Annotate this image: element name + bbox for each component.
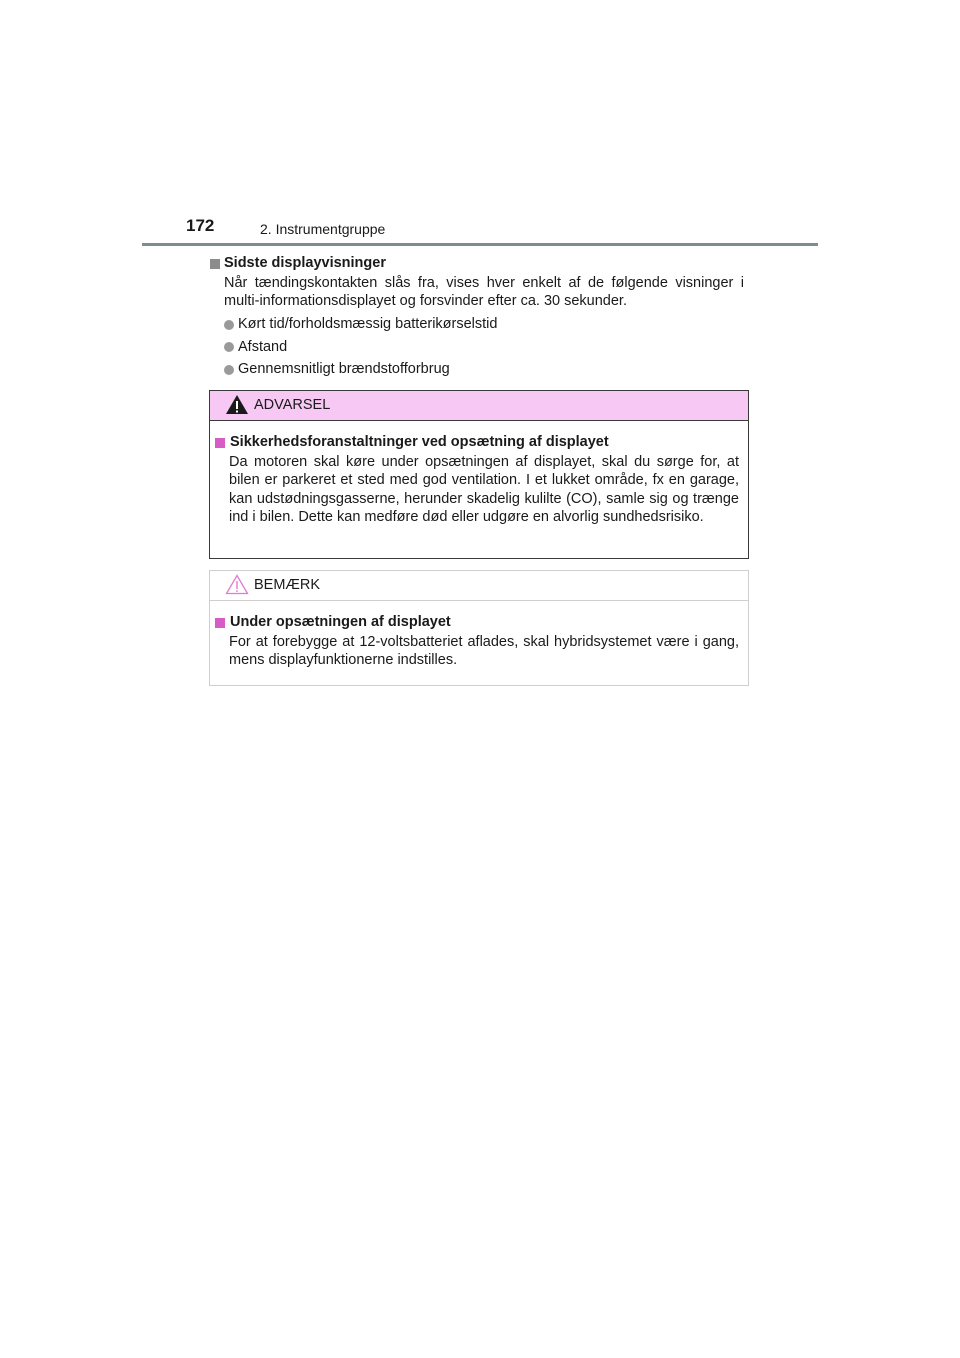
round-bullet-icon <box>224 365 234 375</box>
notice-text: For at forebygge at 12-voltsbatteriet aflades, skal hybridsystemet være i gang, mens displayfunktionerne indstilles. <box>229 634 739 669</box>
list-item <box>224 361 750 378</box>
section-intro: Når tændingskontakten slås fra, vises hver enkelt af de følgende visninger i multi-informationsdisplayet og forsvinder efter ca. 30 sekunder. <box>224 275 744 309</box>
notice-body <box>210 601 748 670</box>
section-last-display-views <box>210 254 750 384</box>
notice-heading-text: Under opsætningen af displayet <box>230 614 451 630</box>
chapter-title: 2. Instrumentgruppe <box>260 221 386 237</box>
list-item-text: Afstand <box>238 338 288 355</box>
notice-heading <box>215 613 738 632</box>
warning-header <box>210 391 748 421</box>
section-heading <box>210 254 750 273</box>
round-bullet-icon <box>224 342 234 352</box>
caution-outline-triangle-icon <box>225 574 249 595</box>
warning-title: ADVARSEL <box>254 397 331 413</box>
list-item <box>224 339 750 356</box>
round-bullet-icon <box>224 320 234 330</box>
warning-text: Da motoren skal køre under opsætningen af displayet, skal du sørge for, at bilen er parkeret et sted med god ventilation. I et lukket område, fx en garage, kan udstødningsgasserne, herunder skadelig kulilte (CO), samle sig og trænge ind i bilen. Dette kan medføre død eller udgøre en alvorlig sundhedsrisiko. <box>229 454 739 525</box>
warning-triangle-icon <box>225 394 249 415</box>
list-item <box>224 316 750 333</box>
header-rule <box>142 243 818 246</box>
pink-square-bullet-icon <box>215 438 225 448</box>
display-views-list <box>224 316 750 378</box>
notice-title: BEMÆRK <box>254 577 321 593</box>
list-item-text: Gennemsnitligt brændstofforbrug <box>238 361 450 377</box>
pink-square-bullet-icon <box>215 618 225 628</box>
section-heading-text: Sidste displayvisninger <box>224 255 386 271</box>
square-bullet-icon <box>210 259 220 269</box>
notice-box <box>209 570 749 686</box>
warning-body <box>210 421 748 526</box>
warning-heading <box>215 433 738 452</box>
warning-heading-text: Sikkerhedsforanstaltninger ved opsætning af displayet <box>230 434 609 450</box>
warning-box <box>209 390 749 559</box>
notice-header <box>210 571 748 601</box>
list-item-text: Kørt tid/forholdsmæssig batterikørselstid <box>238 316 498 332</box>
page-number: 172 <box>186 216 215 235</box>
